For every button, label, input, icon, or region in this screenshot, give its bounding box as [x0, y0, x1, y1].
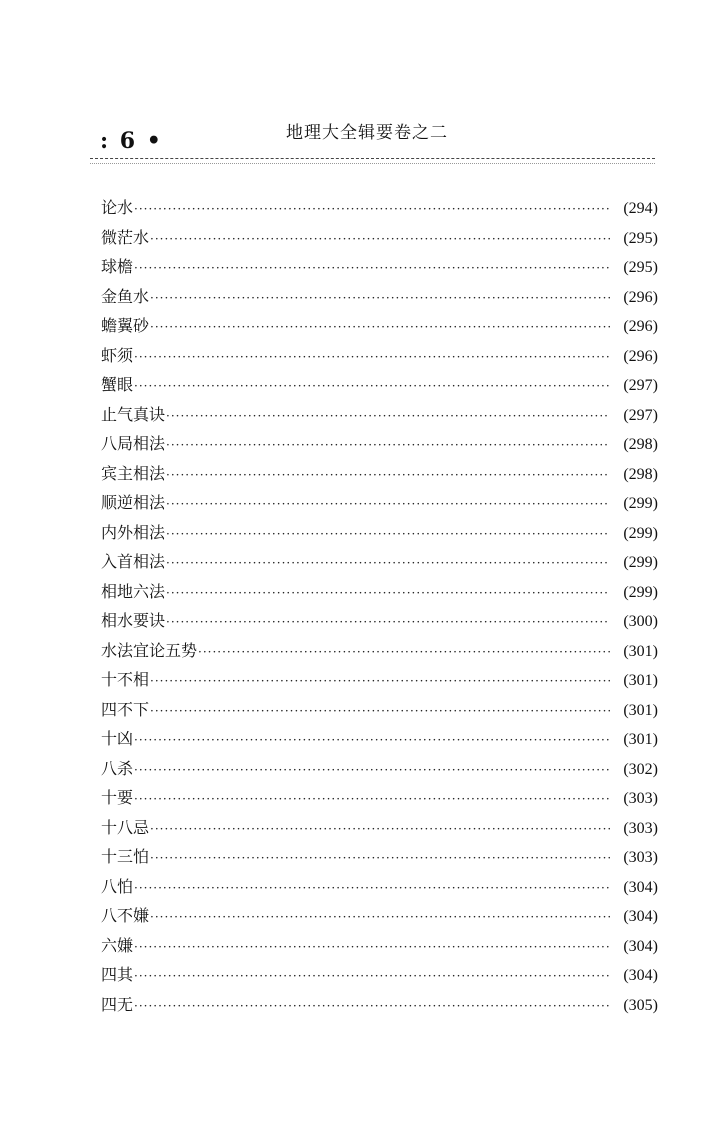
toc-entry-title: 四无: [101, 994, 134, 1014]
toc-entry-title: 八局相法: [101, 434, 166, 453]
toc-entry: [101, 488, 658, 518]
leader-dots: [134, 756, 610, 786]
toc-entry-title: 六嫌: [101, 935, 134, 955]
toc-entry-page: (299): [623, 524, 658, 542]
toc-entry-title: 相水要诀: [101, 611, 166, 630]
toc-entry-page: (299): [623, 583, 658, 601]
leader-dots: [134, 372, 610, 402]
toc-entry-page: (298): [623, 436, 658, 453]
leader-dots: [166, 520, 610, 550]
toc-entry: [101, 665, 658, 695]
toc-entry-title: 十八忌: [101, 817, 150, 837]
toc-entry-title: 内外相法: [101, 522, 166, 542]
toc-entry: [101, 400, 658, 430]
leader-dots: [166, 461, 610, 491]
toc-entry-page: (304): [623, 878, 658, 896]
toc-entry: [101, 429, 658, 459]
toc-entry-page: (299): [623, 495, 658, 512]
leader-dots: [134, 962, 610, 992]
toc-entry: [101, 518, 658, 548]
leader-dots: [166, 431, 610, 461]
toc-entry-title: 四其: [101, 965, 134, 984]
toc-entry-title: 十不相: [101, 670, 150, 689]
toc-entry-title: 相地六法: [101, 581, 166, 601]
toc-entry: [101, 459, 658, 489]
toc-entry-title: 八不嫌: [101, 906, 150, 925]
toc-entry: [101, 813, 658, 843]
toc-entry: [101, 872, 658, 902]
toc-entry: [101, 341, 658, 371]
toc-entry-page: (299): [623, 554, 658, 571]
toc-entry: [101, 606, 658, 636]
toc-entry-title: 金鱼水: [101, 286, 150, 306]
toc-entry: [101, 370, 658, 400]
toc-entry: [101, 252, 658, 282]
toc-entry-title: 十凶: [101, 729, 134, 748]
toc-entry-page: (301): [623, 672, 658, 689]
page-number: : 6 •: [100, 128, 163, 154]
toc-entry: [101, 754, 658, 784]
toc-entry: [101, 695, 658, 725]
toc-entry-title: 止气真诀: [101, 404, 166, 424]
toc-entry-page: (304): [623, 908, 658, 925]
toc-entry-title: 微茫水: [101, 227, 150, 247]
toc-entry-title: 入首相法: [101, 552, 166, 571]
toc-entry-page: (296): [623, 288, 658, 306]
toc-entry: [101, 960, 658, 990]
toc-entry: [101, 636, 658, 666]
leader-dots: [134, 933, 610, 963]
toc-entry: [101, 577, 658, 607]
toc-entry-page: (301): [623, 731, 658, 748]
toc-entry-page: (297): [623, 377, 658, 394]
header-rule: [90, 158, 655, 159]
leader-dots: [166, 490, 610, 520]
toc-entry-title: 十要: [101, 788, 134, 807]
toc-entry-title: 十三怕: [101, 847, 150, 866]
toc-entry: [101, 724, 658, 754]
leader-dots: [166, 402, 610, 432]
table-of-contents: [101, 193, 658, 1019]
toc-entry-page: (304): [623, 967, 658, 984]
toc-entry-title: 虾须: [101, 345, 134, 365]
leader-dots: [134, 992, 610, 1022]
toc-entry-page: (298): [623, 465, 658, 483]
toc-entry-title: 水法宜论五势: [101, 640, 198, 660]
header-rule-secondary: [90, 163, 655, 164]
toc-entry-title: 论水: [101, 198, 134, 217]
leader-dots: [198, 638, 610, 668]
toc-entry-page: (295): [623, 229, 658, 247]
toc-entry-page: (300): [623, 613, 658, 630]
leader-dots: [150, 697, 610, 727]
toc-entry-page: (297): [623, 406, 658, 424]
toc-entry: [101, 783, 658, 813]
toc-entry-title: 顺逆相法: [101, 493, 166, 512]
toc-entry: [101, 311, 658, 341]
toc-entry-title: 球檐: [101, 257, 134, 276]
toc-entry: [101, 223, 658, 253]
toc-entry-page: (303): [623, 849, 658, 866]
leader-dots: [150, 667, 610, 697]
toc-entry-title: 八怕: [101, 876, 134, 896]
leader-dots: [150, 844, 610, 874]
toc-entry-title: 蟹眼: [101, 375, 134, 394]
leader-dots: [134, 726, 610, 756]
toc-entry-title: 蟾翼砂: [101, 316, 150, 335]
toc-entry-page: (296): [623, 318, 658, 335]
leader-dots: [150, 313, 610, 343]
leader-dots: [150, 815, 610, 845]
toc-entry-page: (301): [623, 642, 658, 660]
toc-entry: [101, 901, 658, 931]
toc-entry-page: (302): [623, 760, 658, 778]
toc-entry-title: 四不下: [101, 699, 150, 719]
toc-entry-page: (295): [623, 259, 658, 276]
leader-dots: [166, 608, 610, 638]
toc-entry: [101, 931, 658, 961]
toc-entry-page: (301): [623, 701, 658, 719]
leader-dots: [150, 225, 610, 255]
toc-entry-title: 宾主相法: [101, 463, 166, 483]
toc-entry: [101, 282, 658, 312]
leader-dots: [166, 579, 610, 609]
leader-dots: [150, 284, 610, 314]
toc-entry-page: (296): [623, 347, 658, 365]
toc-entry-title: 八杀: [101, 758, 134, 778]
running-title: 地理大全辑要卷之二: [286, 123, 448, 143]
leader-dots: [134, 874, 610, 904]
toc-entry-page: (294): [623, 200, 658, 217]
leader-dots: [134, 785, 610, 815]
leader-dots: [134, 343, 610, 373]
toc-entry: [101, 990, 658, 1020]
toc-entry-page: (303): [623, 819, 658, 837]
toc-entry: [101, 193, 658, 223]
toc-entry-page: (304): [623, 937, 658, 955]
toc-entry: [101, 842, 658, 872]
toc-entry: [101, 547, 658, 577]
leader-dots: [150, 903, 610, 933]
leader-dots: [166, 549, 610, 579]
leader-dots: [134, 254, 610, 284]
leader-dots: [134, 195, 610, 225]
toc-entry-page: (303): [623, 790, 658, 807]
toc-entry-page: (305): [623, 996, 658, 1014]
